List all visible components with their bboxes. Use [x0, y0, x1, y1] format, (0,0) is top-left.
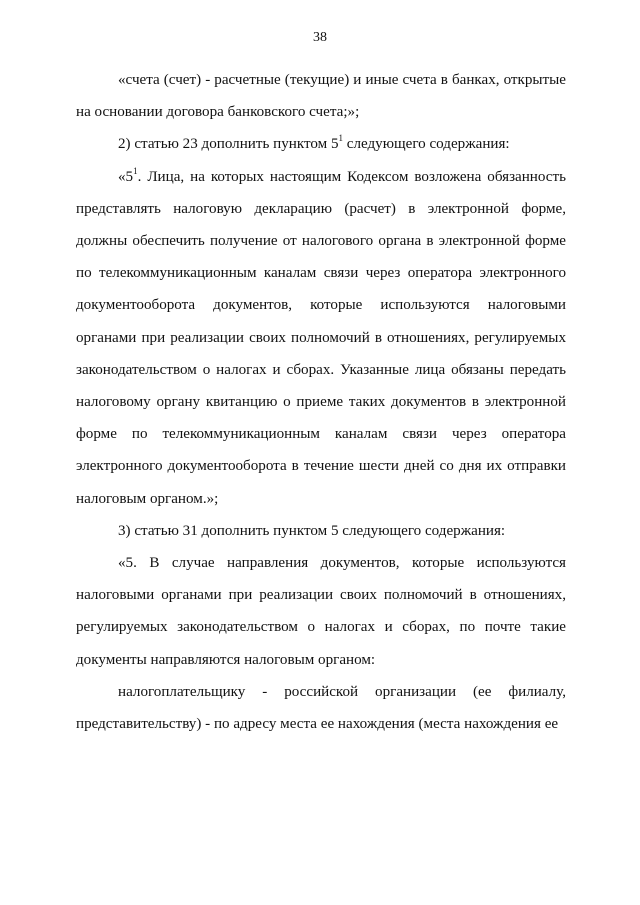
paragraph-taxpayer-org: налогоплательщику - российской организации (ее филиалу, представительству) - по адресу места ее нахождения (места нахождения ее — [76, 683, 566, 733]
point-5-1-prefix: «5 — [118, 168, 134, 185]
paragraph-article-23-intro — [76, 128, 566, 160]
document-body — [76, 64, 566, 740]
point-5-1-superscript: 1 — [133, 165, 138, 176]
paragraph-point-5-1 — [76, 161, 566, 515]
paragraph-point-5: «5. В случае направления документов, которые используются налоговыми органами при реализации своих полномочий в отношениях, регулируемых законодательством о налогах и сборах, по почте такие документы направляются налоговым органом: — [76, 555, 566, 668]
paragraph-accounts-definition: «счета (счет) - расчетные (текущие) и иные счета в банках, открытые на основании договора банковского счета;»; — [76, 72, 566, 121]
paragraph-article-31-intro: 3) статью 31 дополнить пунктом 5 следующего содержания: — [118, 522, 506, 539]
article-23-intro-text: 2) статью 23 дополнить пунктом 5 — [118, 136, 339, 153]
article-23-superscript: 1 — [338, 133, 343, 144]
point-5-1-text: . Лица, на которых настоящим Кодексом возложена обязанность представлять налоговую декларацию (расчет) в электронной форме, должны обеспечить получение от налогового органа в электронной форме по телекоммуникационным каналам связи через оператора электронного документооборота документов, которые используются налоговыми органами при реализации своих полномочий в отношениях, регулируемых законодательством о налогах и сборах. Указанные лица обязаны передать налоговому органу квитанцию о приеме таких документов в электронной форме по телекоммуникационным каналам связи через оператора электронного документооборота в течение шести дней со дня их отправки налоговым органом.»; — [76, 168, 566, 507]
article-23-intro-suffix: следующего содержания: — [343, 136, 510, 153]
page-number: 38 — [313, 30, 327, 45]
